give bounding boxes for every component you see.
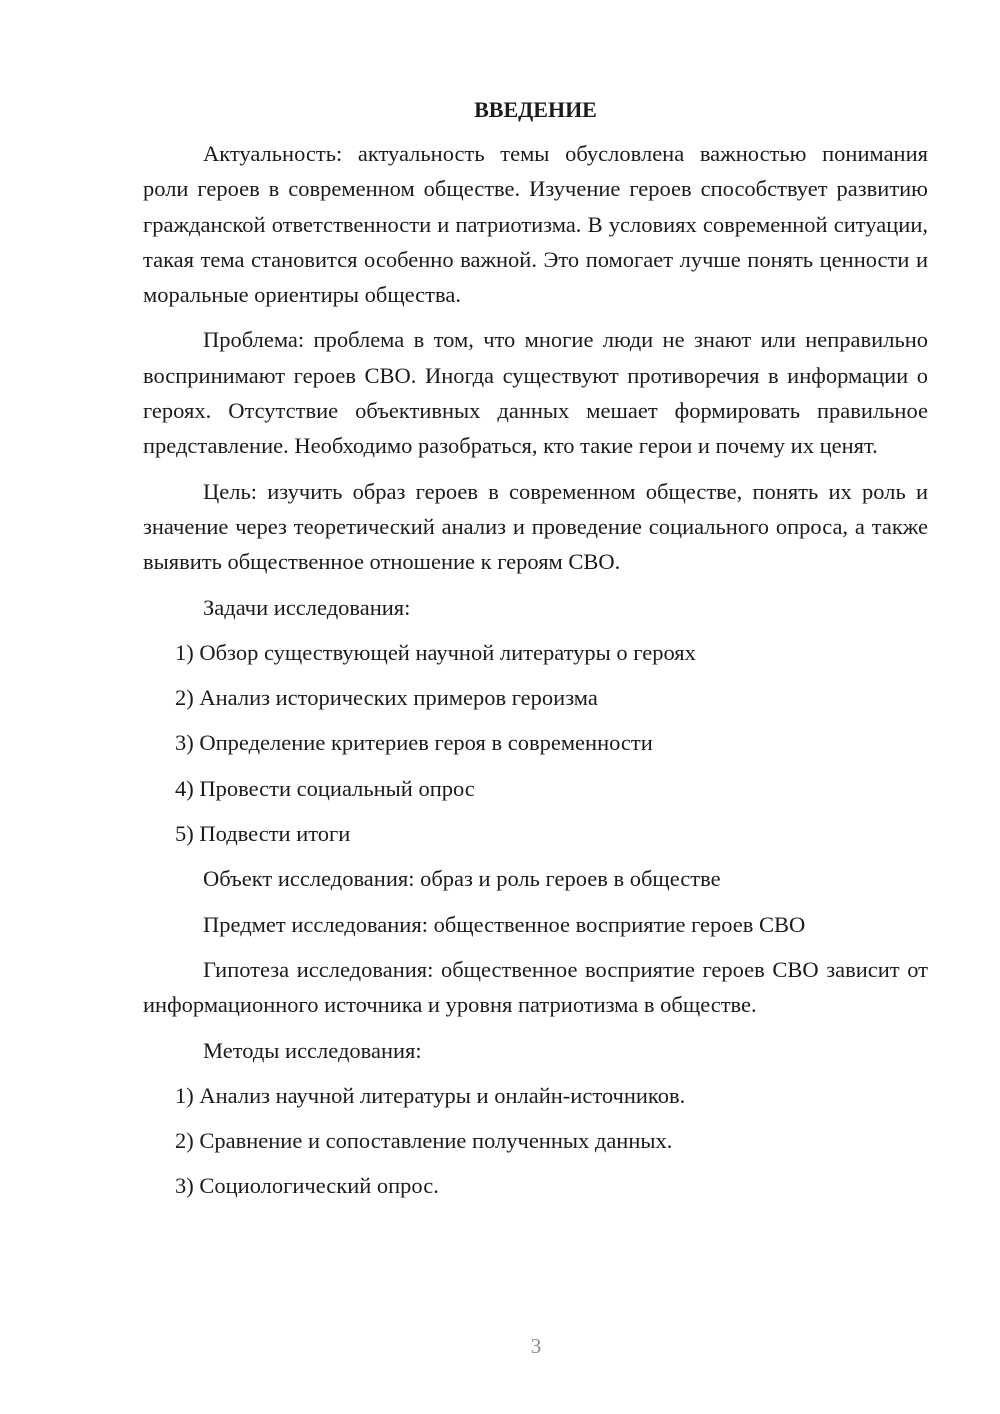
tasks-list <box>143 635 928 851</box>
object-line: Объект исследования: образ и роль героев в обществе <box>203 866 721 892</box>
list-item: 1) Обзор существующей научной литературы о героях <box>175 639 696 665</box>
tasks-heading: Задачи исследования: <box>203 594 411 620</box>
list-item: 1) Анализ научной литературы и онлайн-источников. <box>175 1082 686 1108</box>
methods-heading: Методы исследования: <box>203 1037 422 1063</box>
list-item: 2) Анализ исторических примеров героизма <box>175 685 598 711</box>
relevance-paragraph: Актуальность: актуальность темы обусловлена важностью понимания роли героев в современном обществе. Изучение героев способствует развитию гражданской ответственности и патриотизма. В условиях современной ситуации, такая тема становится особенно важной. Это помогает лучше понять ценности и моральные ориентиры общества. <box>143 141 928 308</box>
goal-paragraph: Цель: изучить образ героев в современном обществе, понять их роль и значение через теоретический анализ и проведение социального опроса, а также выявить общественное отношение к героям СВО. <box>143 478 928 575</box>
hypothesis-paragraph: Гипотеза исследования: общественное восприятие героев СВО зависит от информационного источника и уровня патриотизма в обществе. <box>143 956 928 1018</box>
problem-paragraph: Проблема: проблема в том, что многие люди не знают или неправильно воспринимают героев СВО. Иногда существуют противоречия в информации о героях. Отсутствие объективных данных мешает формировать правильное представление. Необходимо разобраться, кто такие герои и почему их ценят. <box>143 327 928 459</box>
subject-line: Предмет исследования: общественное восприятие героев СВО <box>203 911 806 937</box>
page-content <box>143 92 928 1214</box>
list-item: 5) Подвести итоги <box>175 821 351 847</box>
list-item: 4) Провести социальный опрос <box>175 775 475 801</box>
page-number: 3 <box>530 1334 542 1358</box>
list-item: 3) Определение критериев героя в современности <box>175 730 653 756</box>
list-item: 2) Сравнение и сопоставление полученных данных. <box>175 1128 673 1154</box>
page-title: ВВЕДЕНИЕ <box>474 97 597 122</box>
methods-list <box>143 1078 928 1204</box>
list-item: 3) Социологический опрос. <box>175 1173 439 1199</box>
